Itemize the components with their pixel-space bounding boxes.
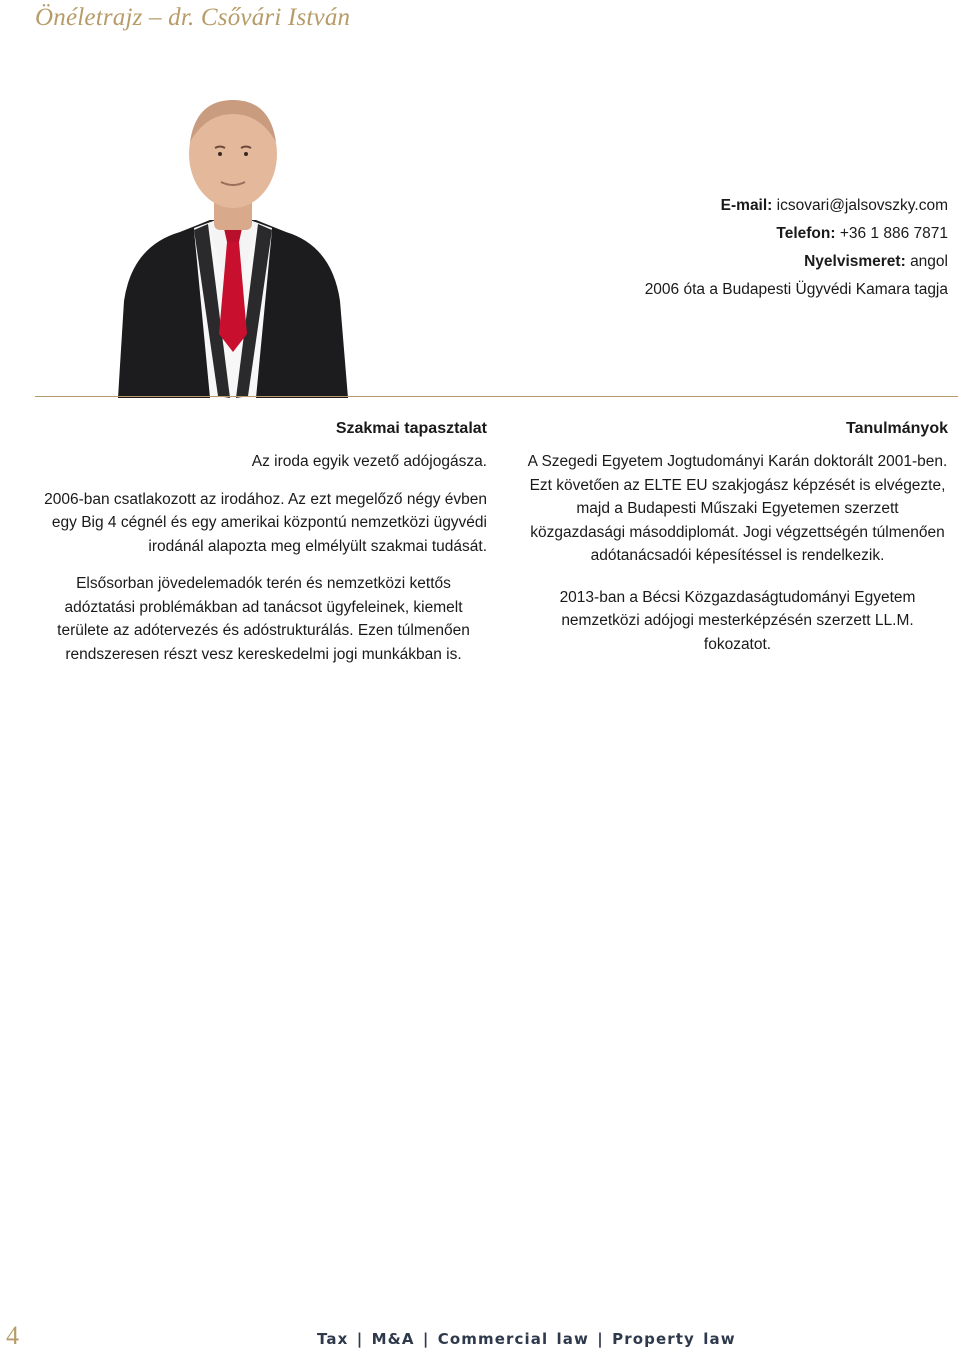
document-header-title: Önéletrajz – dr. Csővári István	[35, 4, 351, 31]
spacer	[527, 568, 948, 586]
experience-heading: Szakmai tapasztalat	[335, 420, 487, 437]
experience-paragraph: Az iroda egyik vezető adójogásza.	[251, 453, 487, 470]
education-paragraph: A Szegedi Egyetem Jogtudományi Karán doktorált 2001-ben. Ezt követően az ELTE EU szakjogász képzését is elvégezte, majd a Budapesti Műszaki Egyetemen szerzett közgazdasági másoddiplomát. Jogi végzettségén túlmenően adótanácsadói képesítéssel is rendelkezik.	[527, 453, 948, 564]
experience-section	[40, 418, 487, 666]
language-label: Nyelvismeret:	[804, 253, 906, 270]
education-paragraph: 2013-ban a Bécsi Közgazdaságtudományi Egyetem nemzetközi adójogi mesterképzésén szerzett LL.M. fokozatot.	[559, 588, 916, 653]
phone-label: Telefon:	[776, 225, 836, 242]
footer-tagline: Tax | M&A | Commercial law | Property law	[317, 1330, 736, 1348]
section-divider	[35, 396, 958, 397]
portrait-photo	[118, 96, 348, 398]
bar-membership: 2006 óta a Budapesti Ügyvédi Kamara tagja	[644, 281, 948, 298]
education-section	[527, 418, 948, 656]
experience-paragraph: 2006-ban csatlakozott az irodához. Az ezt megelőző négy évben egy Big 4 cégnél és egy amerikai központú nemzetközi ügyvédi irodánál alapozta meg elmélyült szakmai tudását.	[44, 490, 487, 555]
spacer	[40, 558, 487, 572]
page-number: 4	[6, 1321, 19, 1350]
phone-value: +36 1 886 7871	[839, 225, 948, 242]
language-value: angol	[910, 253, 948, 270]
contact-phone	[645, 220, 948, 248]
email-label: E-mail:	[720, 197, 773, 214]
education-heading: Tanulmányok	[846, 420, 948, 437]
contact-email	[645, 192, 948, 220]
contact-block	[645, 192, 948, 304]
experience-paragraph: Elsősorban jövedelemadók terén és nemzetközi kettős adóztatási problémákban ad tanácsot ügyfeleinek, kiemelt területe az adótervezés és adóstrukturálás. Ezen túlmenően rendszeresen részt vesz kereskedelmi jogi munkákban is.	[57, 575, 470, 663]
contact-language	[645, 248, 948, 276]
spacer	[40, 474, 487, 488]
email-value[interactable]: icsovari@jalsovszky.com	[776, 197, 948, 214]
